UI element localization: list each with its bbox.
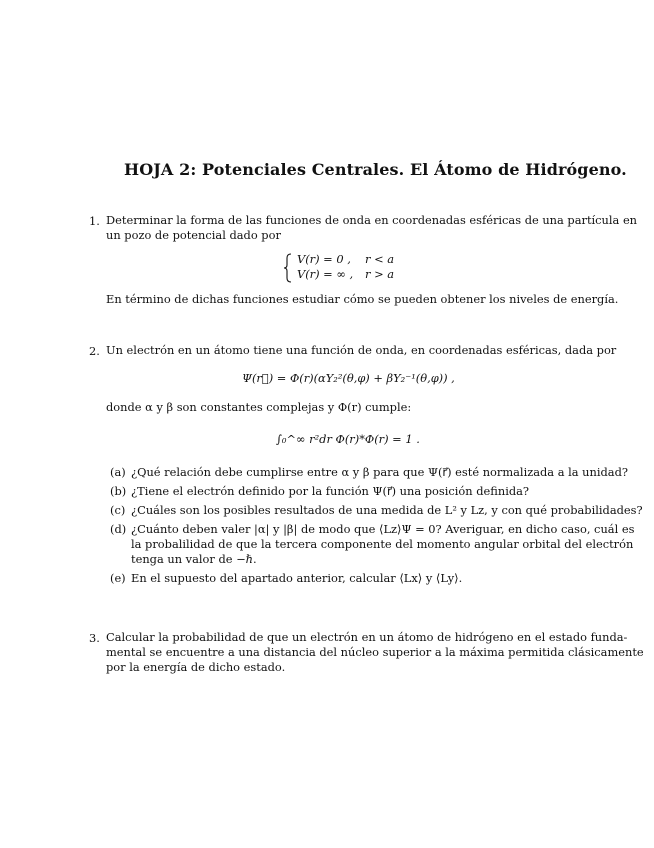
system-row-2-cond: r > a <box>365 267 395 281</box>
item-d-line-1: ¿Cuánto deben valer |α| y |β| de modo que ⟨Lz⟩Ψ = 0? Averiguar, en dicho caso, cuál es <box>131 522 635 536</box>
item-b-label: (b) <box>110 484 127 498</box>
problem-2-intro: Un electrón en un átomo tiene una función de onda, en coordenadas esféricas, dada por <box>106 343 617 357</box>
item-e-text: En el supuesto del apartado anterior, calcular ⟨Lx⟩ y ⟨Ly⟩. <box>131 571 463 585</box>
system-row-1-cond: r < a <box>365 252 395 266</box>
problem-1-line-1: Determinar la forma de las funciones de onda en coordenadas esféricas de una partícula en <box>106 213 638 227</box>
problem-3-line-3: por la energía de dicho estado. <box>106 660 286 674</box>
item-c-text: ¿Cuáles son los posibles resultados de una medida de L² y Lz, y con qué probabilidades? <box>131 503 643 517</box>
system-row-1-lhs: V(r) = 0 , <box>297 252 351 266</box>
item-d-line-3: tenga un valor de −ℏ. <box>131 552 257 566</box>
problem-1-after: En término de dichas funciones estudiar cómo se pueden obtener los niveles de energía. <box>106 292 619 306</box>
wavefunction-equation: Ψ(r⃗) = Φ(r)(αY₂²(θ,φ) + βY₂⁻¹(θ,φ)) , <box>242 371 455 385</box>
problem-3-line-2: mental se encuentre a una distancia del núcleo superior a la máxima permitida clásicamente <box>106 645 644 659</box>
problem-1-line-2: un pozo de potencial dado por <box>106 228 281 242</box>
problem-2-middle: donde α y β son constantes complejas y Φ(r) cumple: <box>106 400 412 414</box>
item-d-label: (d) <box>110 522 127 536</box>
problem-3-number: 3. <box>89 631 100 645</box>
normalization-integral: ∫₀^∞ r²dr Φ(r)*Φ(r) = 1 . <box>276 432 420 446</box>
item-b-text: ¿Tiene el electrón definido por la función Ψ(r⃗) una posición definida? <box>131 484 530 498</box>
item-a-label: (a) <box>110 465 126 479</box>
page-title: HOJA 2: Potenciales Centrales. El Átomo de Hidrógeno. <box>124 160 627 179</box>
problem-2-number: 2. <box>89 344 100 358</box>
system-row-2-lhs: V(r) = ∞ , <box>297 267 354 281</box>
item-d-line-2: la probalilidad de que la tercera componente del momento angular orbital del electrón <box>131 537 634 551</box>
item-e-label: (e) <box>110 571 126 585</box>
item-a-text: ¿Qué relación debe cumplirse entre α y β para que Ψ(r⃗) esté normalizada a la unidad? <box>131 465 628 479</box>
problem-3-line-1: Calcular la probabilidad de que un electrón en un átomo de hidrógeno en el estado funda- <box>106 630 628 644</box>
left-brace-icon <box>283 253 293 283</box>
problem-1-number: 1. <box>89 214 100 228</box>
item-c-label: (c) <box>110 503 126 517</box>
